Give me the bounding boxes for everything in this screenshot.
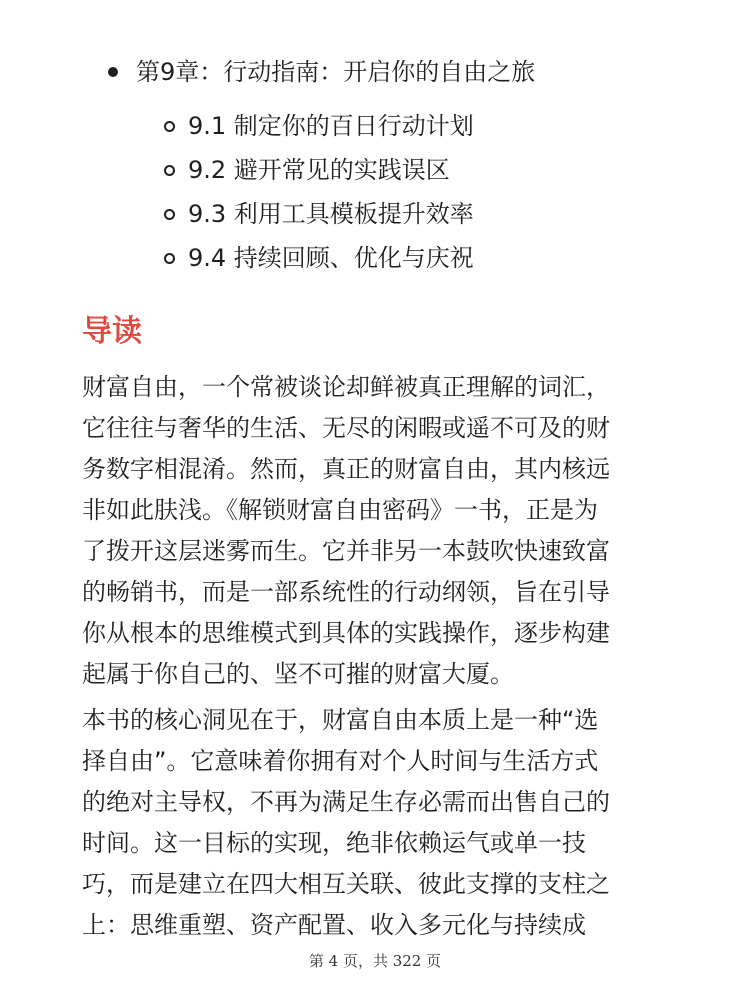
paragraph-line: 巧，而是建立在四大相互关联、彼此支撑的支柱之 xyxy=(82,870,610,898)
paragraph-line: 它往往与奢华的生活、无尽的闲暇或遥不可及的财 xyxy=(82,414,610,442)
toc-subsection-title: 9.2 避开常见的实践误区 xyxy=(188,156,450,184)
section-heading: 导读 xyxy=(82,314,142,349)
toc-subsection-title: 9.4 持续回顾、优化与庆祝 xyxy=(188,244,474,272)
toc-subsection-item xyxy=(100,192,720,236)
paragraph-line: 本书的核心洞见在于，财富自由本质上是一种“选 xyxy=(82,706,599,734)
paragraph-line: 的绝对主导权，不再为满足生存必需而出售自己的 xyxy=(82,788,610,816)
toc-subsection-title: 9.3 利用工具模板提升效率 xyxy=(188,200,474,228)
paragraph-line: 起属于你自己的、坚不可摧的财富大厦。 xyxy=(82,660,514,688)
toc-subsection-title: 9.1 制定你的百日行动计划 xyxy=(188,112,474,140)
paragraph-line: 时间。这一目标的实现，绝非依赖运气或单一技 xyxy=(82,829,586,857)
paragraph-line: 择自由”。它意味着你拥有对个人时间与生活方式 xyxy=(82,747,599,775)
bullet-disc-icon xyxy=(108,67,118,77)
bullet-circle-icon xyxy=(164,165,175,176)
toc-subsection-list xyxy=(100,104,720,280)
page-number-footer: 第 4 页，共 322 页 xyxy=(308,952,442,970)
intro-paragraph-2 xyxy=(82,700,702,946)
table-of-contents xyxy=(100,52,720,280)
toc-chapter-title: 第9章：行动指南：开启你的自由之旅 xyxy=(136,58,536,86)
toc-subsection-item xyxy=(100,104,720,148)
paragraph-line: 财富自由，一个常被谈论却鲜被真正理解的词汇， xyxy=(82,373,610,401)
paragraph-line: 了拨开这层迷雾而生。它并非另一本鼓吹快速致富 xyxy=(82,537,610,565)
toc-chapter-item xyxy=(100,52,720,92)
paragraph-line: 你从根本的思维模式到具体的实践操作，逐步构建 xyxy=(82,619,610,647)
toc-subsection-item xyxy=(100,236,720,280)
paragraph-line: 上：思维重塑、资产配置、收入多元化与持续成 xyxy=(82,911,586,939)
bullet-circle-icon xyxy=(164,253,175,264)
bullet-circle-icon xyxy=(164,209,175,220)
bullet-circle-icon xyxy=(164,121,175,132)
paragraph-line: 非如此肤浅。《解锁财富自由密码》一书，正是为 xyxy=(82,496,598,524)
paragraph-line: 务数字相混淆。然而，真正的财富自由，其内核远 xyxy=(82,455,610,483)
paragraph-line: 的畅销书，而是一部系统性的行动纲领，旨在引导 xyxy=(82,578,610,606)
toc-subsection-item xyxy=(100,148,720,192)
intro-paragraph-1 xyxy=(82,367,702,695)
